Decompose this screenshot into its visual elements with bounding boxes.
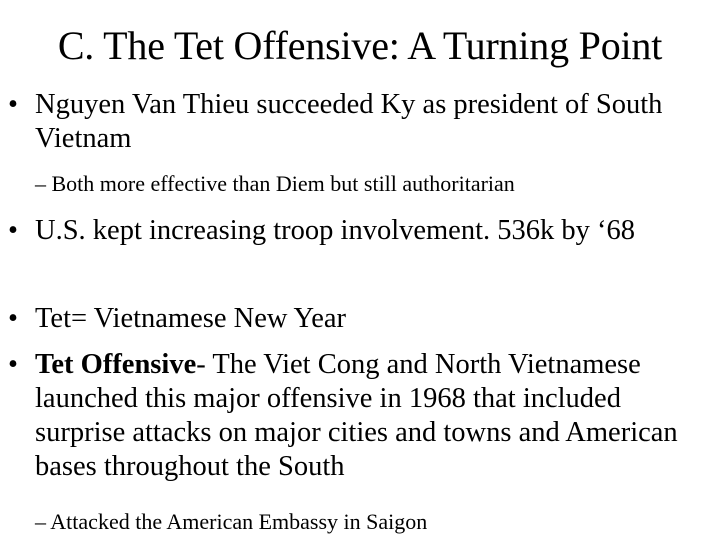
bullet-item: [8, 348, 708, 484]
sub-bullet-text: Attacked the American Embassy in Saigon: [50, 509, 428, 534]
bullet-text: [35, 348, 708, 484]
bullet-item: [8, 302, 708, 336]
bullet-dot-icon: •: [8, 303, 18, 334]
bullet-dot-icon: •: [8, 215, 18, 246]
bullet-dot-icon: •: [8, 89, 18, 120]
dash-icon: –: [35, 171, 52, 196]
dash-icon: –: [35, 509, 51, 534]
bullet-text: Nguyen Van Thieu succeeded Ky as president of South Vietnam: [35, 89, 663, 154]
bold-lead-text: Tet Offensive: [35, 349, 197, 380]
sub-bullet-text: Both more effective than Diem but still authoritarian: [51, 171, 515, 196]
bullet-dot-icon: •: [8, 349, 18, 380]
slide-title: C. The Tet Offensive: A Turning Point: [57, 23, 663, 68]
bullet-item: [8, 88, 708, 156]
bullet-text: Tet= Vietnamese New Year: [35, 303, 347, 334]
bullet-text: U.S. kept increasing troop involvement. 536k by ‘68: [35, 215, 635, 246]
sub-bullet-item: [35, 509, 705, 535]
bullet-body-text: - The Viet Cong and North Vietnamese launched this major offensive in 1968 that included surprise attacks on major cities and towns and American bases throughout the South: [35, 349, 678, 482]
sub-bullet-item: [35, 171, 705, 197]
bullet-item: [8, 214, 708, 248]
